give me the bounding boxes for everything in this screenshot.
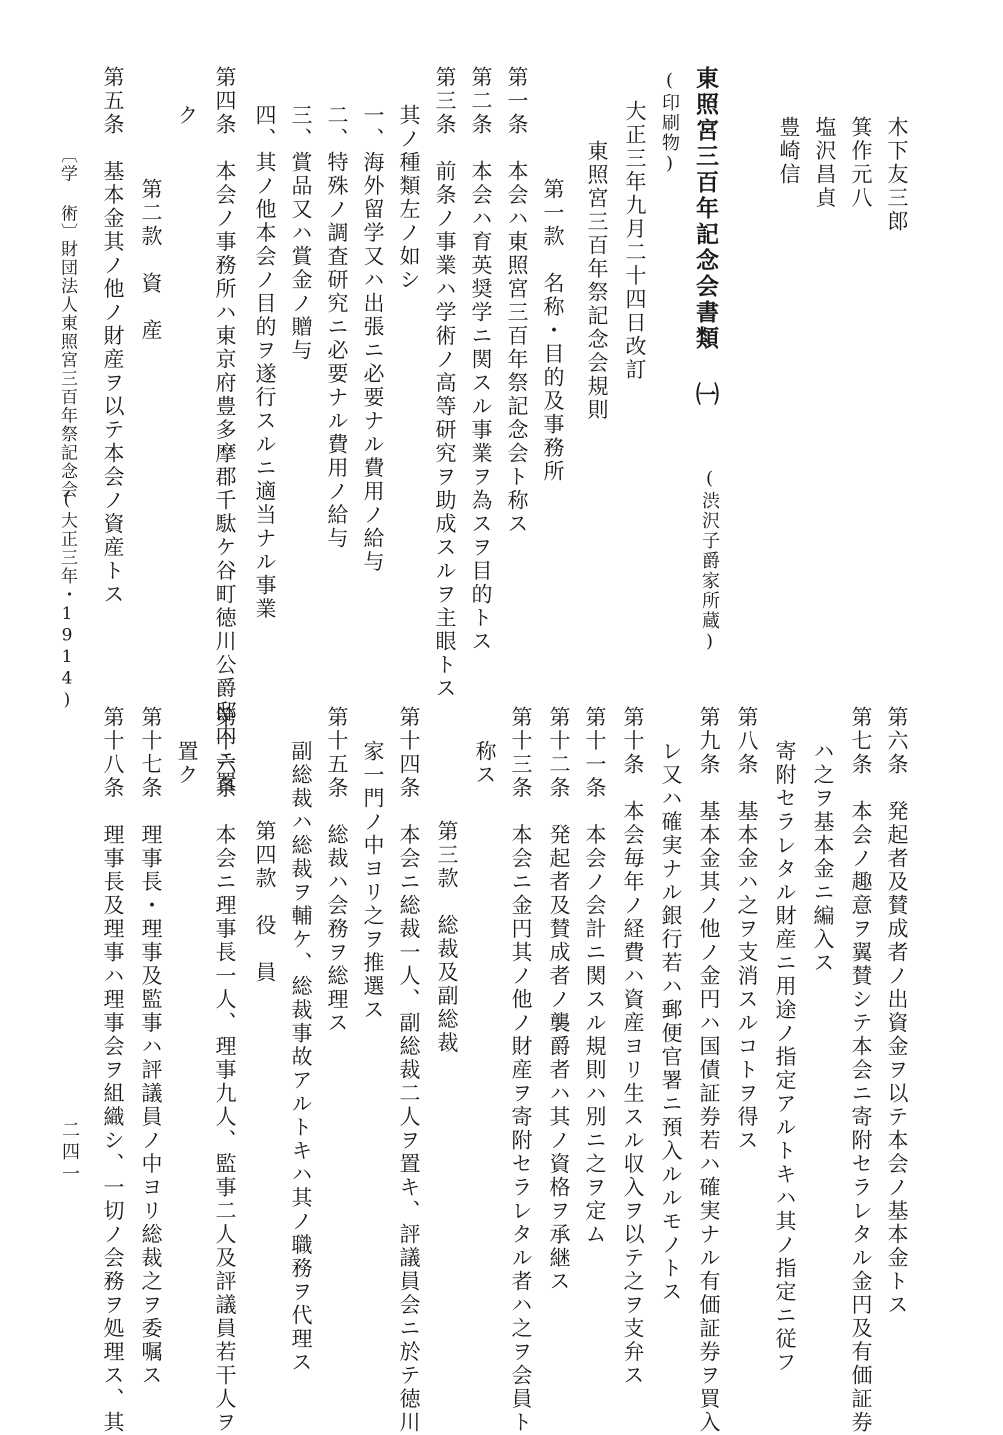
- section-2-heading: 第二款 資 産: [139, 178, 163, 343]
- article-17: 第十七条 理事長・理事及監事ハ評議員ノ中ヨリ総裁之ヲ委嘱ス: [139, 706, 163, 1388]
- kinds-item-3: 三、賞品又ハ賞金ノ贈与: [289, 104, 313, 363]
- article-2: 第二条 本会ハ育英奨学ニ関スル事業ヲ為スヲ目的トス: [469, 66, 493, 654]
- article-3: 第三条 前条ノ事業ハ学術ノ高等研究ヲ助成スルヲ主眼トス: [433, 66, 457, 701]
- article-11: 第十一条 本会ノ会計ニ関スル規則ハ別ニ之ヲ定ム: [583, 706, 607, 1247]
- article-4-line-2: ク: [175, 104, 199, 128]
- document-title: 東照宮三百年記念会書類 ㈠: [692, 66, 719, 408]
- article-9-line-1: 第九条 基本金其ノ他ノ金円ハ国債証券若ハ確実ナル有価証券ヲ買入: [697, 706, 721, 1435]
- article-13-line-2: 称ス: [473, 740, 497, 787]
- article-7-line-1: 第七条 本会ノ趣意ヲ翼賛シテ本会ニ寄附セラレタル金円及有価証券: [849, 706, 873, 1435]
- revision-date: 大正三年九月二十四日改訂: [623, 100, 647, 382]
- kinds-item-4: 四、其ノ他本会ノ目的ヲ遂行スルニ適当ナル事業: [253, 104, 277, 621]
- kinds-intro: 其ノ種類左ノ如シ: [397, 104, 421, 292]
- section-3-heading: 第三款 総裁及副総裁: [435, 820, 459, 1055]
- footer-organization: 財団法人東照宮三百年祭記念会: [57, 240, 77, 499]
- article-15-line-1: 第十五条 総裁ハ会務ヲ総理ス: [325, 706, 349, 1035]
- article-15-line-2: 副総裁ハ総裁ヲ輔ケ、総裁事故アルトキハ其ノ職務ヲ代理ス: [289, 740, 313, 1375]
- article-16-line-1: 第十六条 本会ニ理事長一人、理事九人、監事二人及評議員若干人ヲ: [213, 706, 237, 1435]
- article-9-line-2: レ又ハ確実ナル銀行若ハ郵便官署ニ預入ルルモノトス: [659, 740, 683, 1304]
- signatory-shiozawa: 塩沢昌貞: [813, 116, 837, 210]
- signatory-mitsukuri: 箕作元八: [849, 116, 873, 210]
- article-16-line-2: 置ク: [175, 740, 199, 787]
- kinds-item-2: 二、特殊ノ調査研究ニ必要ナル費用ノ給与: [325, 104, 349, 551]
- section-4-heading: 第四款 役 員: [253, 820, 277, 985]
- footer-category: 〔学 術〕: [57, 146, 77, 242]
- article-7-line-3: 寄附セラレタル財産ニ用途ノ指定アルトキハ其ノ指定ニ従フ: [773, 740, 797, 1375]
- article-5: 第五条 基本金其ノ他ノ財産ヲ以テ本会ノ資産トス: [101, 66, 125, 607]
- article-6: 第六条 発起者及賛成者ノ出資金ヲ以テ本会ノ基本金トス: [885, 706, 909, 1317]
- article-7-line-2: ハ之ヲ基本金ニ編入ス: [811, 740, 835, 975]
- article-18: 第十八条 理事長及理事ハ理事会ヲ組織シ、一切ノ会務ヲ処理ス、其: [101, 706, 125, 1435]
- article-14-line-1: 第十四条 本会ニ総裁一人、副総裁二人ヲ置キ、評議員会ニ於テ徳川: [397, 706, 421, 1435]
- article-14-line-2: 家一門ノ中ヨリ之ヲ推選ス: [361, 740, 385, 1022]
- signatory-kinoshita: 木下友三郎: [885, 116, 909, 234]
- kinds-item-1: 一、海外留学又ハ出張ニ必要ナル費用ノ給与: [361, 104, 385, 574]
- article-4-line-1: 第四条 本会ノ事務所ハ東京府豊多摩郡千駄ケ谷町徳川公爵邸内ニ置: [213, 66, 237, 795]
- regulation-name: 東照宮三百年祭記念会規則: [585, 140, 609, 422]
- article-10: 第十条 本会毎年ノ経費ハ資産ヨリ生スル収入ヲ以テ之ヲ支弁ス: [621, 706, 645, 1388]
- source-note: (渋沢子爵家所蔵): [699, 468, 720, 654]
- page-number: 二四一: [59, 1120, 80, 1186]
- printed-note: (印刷物): [659, 70, 680, 176]
- article-1: 第一条 本会ハ東照宮三百年祭記念会ト称ス: [505, 66, 529, 536]
- signatory-toyosaki: 豊崎信: [777, 116, 801, 187]
- article-13-line-1: 第十三条 本会ニ金円其ノ他ノ財産ヲ寄附セラレタル者ハ之ヲ会員ト: [509, 706, 533, 1435]
- footer-year: (大正三年・1914): [57, 490, 77, 712]
- article-8: 第八条 基本金ハ之ヲ支消スルコトヲ得ス: [735, 706, 759, 1153]
- article-12: 第十二条 発起者及賛成者ノ襲爵者ハ其ノ資格ヲ承継ス: [547, 706, 571, 1294]
- section-1-heading: 第一款 名称・目的及事務所: [541, 178, 565, 484]
